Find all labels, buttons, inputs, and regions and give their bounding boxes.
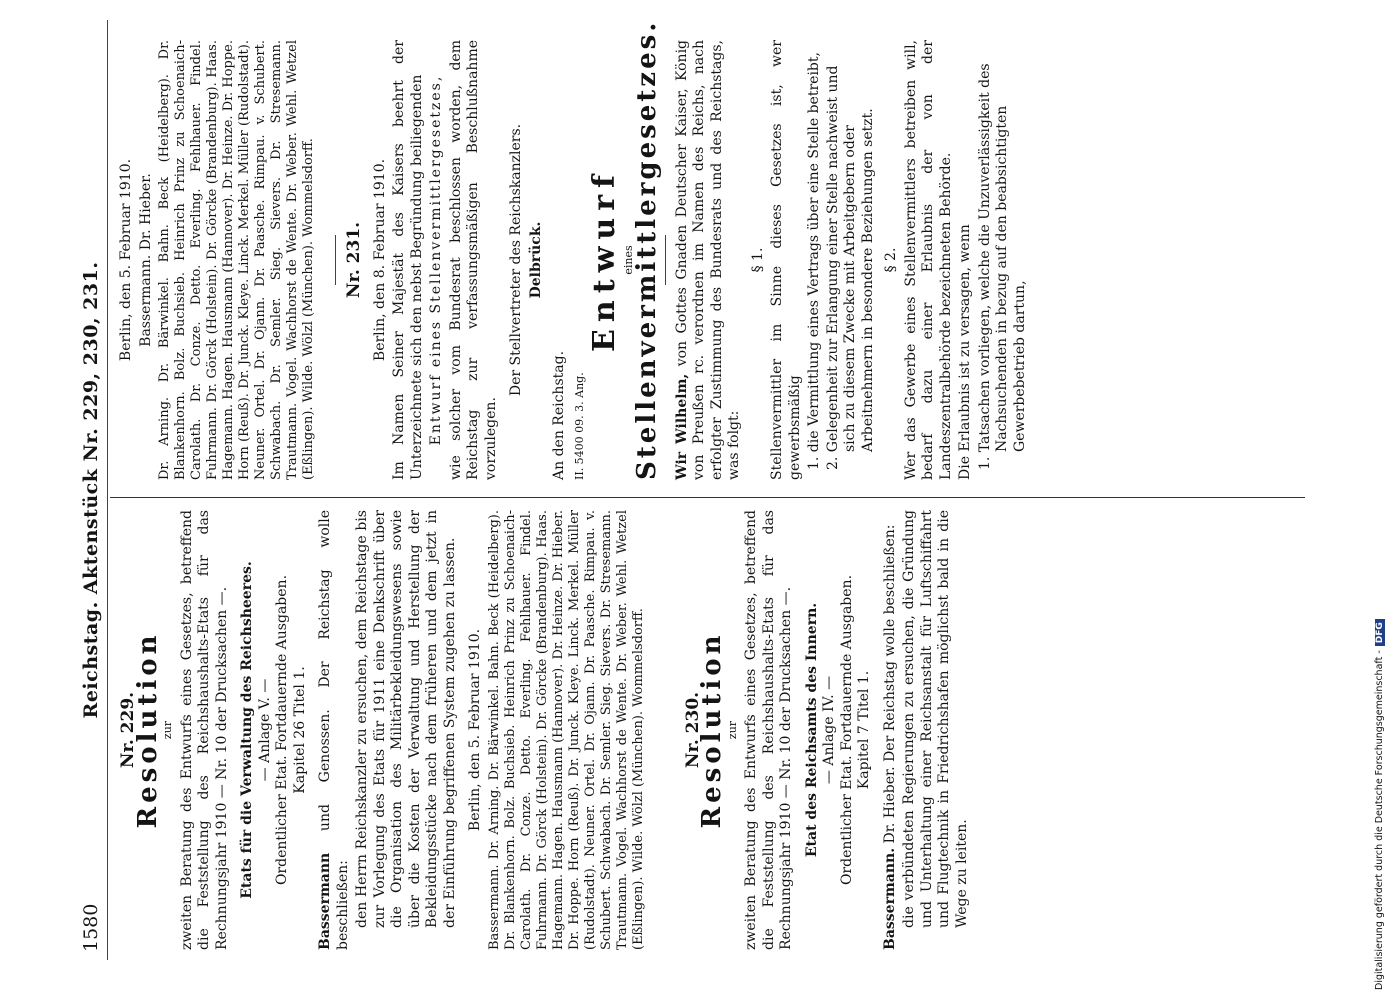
header-rule	[107, 20, 108, 960]
nr231-date: Berlin, den 8. Februar 1910.	[371, 158, 388, 362]
nr230-heading: Resolution	[697, 631, 727, 829]
paragraph-2-heading: § 2.	[883, 247, 899, 273]
nr231-draft-title: Entwurf eines Stellenvermittlergesetzes,	[428, 74, 444, 446]
nr229-heading: Resolution	[132, 631, 163, 829]
column-divider	[110, 497, 1305, 498]
entwurf-preamble	[674, 40, 744, 480]
nr231-text2: wie solcher vom Bundesrat beschlossen worden, dem Reichstag zur verfassungsmäßigen Beschlußnahme vorzulegen.	[447, 40, 499, 480]
nr230-etat: Ordentlicher Etat. Fortdauernde Ausgaben.	[838, 574, 855, 886]
dfg-logo: DFG	[1375, 619, 1385, 646]
digitization-text: Digitalisierung gefördert durch die Deutsche Forschungsgemeinschaft -	[1374, 650, 1385, 990]
left-column	[114, 510, 1304, 950]
paragraph-2-text-2: Die Erlaubnis ist zu versagen, wenn	[957, 224, 973, 480]
page-title: Reichstag. Aktenstück Nr. 229, 230, 231.	[80, 261, 102, 719]
nr229-etat: Ordentlicher Etat. Fortdauernde Ausgaben.	[274, 574, 290, 886]
entwurf-preamble-lead: Wir Wilhelm,	[673, 373, 690, 480]
nr229-number: Nr. 229.	[118, 691, 138, 769]
paragraph-1-text: Stellenvermittler im Sinne dieses Gesetzes ist, wer gewerbsmäßig	[769, 40, 803, 480]
nr230-number: Nr. 230.	[682, 691, 703, 769]
nr230-date: Berlin, den 5. Februar 1910.	[118, 158, 134, 362]
nr230-signatories-head: Bassermann. Dr. Hieber.	[137, 173, 154, 347]
entwurf-heading: Entwurf	[587, 168, 622, 352]
nr231-signer-title: Der Stellvertreter des Reichskanzlers.	[508, 123, 524, 397]
nr231-number: Nr. 231.	[344, 221, 364, 299]
nr231-text1: Im Namen Seiner Majestät des Kaisers beehrt der Unterzeichnete sich den nebst Begründung beiliegenden	[391, 40, 425, 480]
right-column	[114, 19, 1304, 480]
paragraph-2-item-1: 1. Tatsachen vorliegen, welche die Unzuverlässigkeit des Nachsuchenden in bezug auf den beabsichtigten Gewerbebetrieb dartun,	[976, 63, 1028, 470]
paragraph-2-text: Wer das Gewerbe eines Stellenvermittlers betreiben will, bedarf dazu einer Erlaubnis der von der Landeszentralbehörde bezeichneten Behörde.	[902, 40, 954, 480]
nr229-motion-lead: Bassermann	[317, 852, 333, 950]
nr229-date: Berlin, den 5. Februar 1910.	[467, 628, 483, 832]
paragraph-1-heading: § 1.	[749, 247, 766, 273]
nr231-signer: Delbrück.	[527, 221, 544, 299]
nr229-text: den Herrn Reichskanzler zu ersuchen, dem Reichstage bis zur Vorlegung des Etats für 1911 eine Denkschrift über die Organisation des Militärbekleidungswesens sowie über die Kosten der Verwaltung und Herstellung der Bekleidungsstücke nach dem früheren und dem jetzt in der Einführung begriffenen System zugehen zu lassen.	[354, 510, 458, 928]
nr230-intro: zweiten Beratung des Entwurfs eines Gesetzes, betreffend die Feststellung des Reichshaushalts-Etats für das Rechnungsjahr 1910 — Nr. 10 der Drucksachen —.	[743, 510, 794, 950]
nr230-anlage: — Anlage IV. —	[821, 675, 837, 785]
nr229-signatories: Bassermann. Dr. Arning. Dr. Bärwinkel. Bahn. Beck (Heidelberg). Dr. Blankenhorn. Bolz. Buchsieb. Heinrich Prinz zu Schoenaich-Carolath. Dr. Conze. Detto. Everling. Fehlhauer. Findel. Fuhrmann. Dr. Görck (Holstein). Dr. Görcke (Brandenburg). Haas. Hagemann. Hagen. Hausmann (Hannover). Dr. Heinze. Dr. Hieber. Dr. Hoppe. Horn (Reuß). Dr. Junck. Kleye. Linck. Merkel. Müller (Rudolstadt). Neuner. Ortel. Dr. Ojann. Dr. Paasche. Rimpau. v. Schubert. Schwabach. Dr. Semler. Sieg. Sievers. Dr. Stresemann. Trautmann. Vogel. Wachhorst de Wente. Dr. Weber. Wehl. Wetzel (Eßlingen). Wilde. Wölzl (München). Wommelsdorff.	[486, 510, 646, 950]
nr230-section: Etat des Reichsamts des Innern.	[803, 602, 820, 858]
separator	[335, 235, 336, 285]
nr231-address: An den Reichstag.	[551, 350, 567, 480]
nr229-section: Etats für die Verwaltung des Reichsheeres.	[239, 561, 255, 899]
entwurf-title: Stellenvermittlergesetzes.	[632, 19, 662, 480]
nr229-motion-text: und Genossen. Der Reichstag wolle beschließen:	[317, 510, 351, 950]
entwurf-eines: eines	[621, 245, 635, 275]
nr230-zur: zur	[725, 720, 739, 740]
nr230-motion-lead: Bassermann.	[881, 847, 898, 950]
nr230-motion-text: Dr. Hieber. Der Reichstag wolle beschließen:	[881, 524, 898, 848]
nr229-motion	[317, 510, 352, 950]
nr229-anlage: — Anlage V. —	[256, 678, 273, 782]
entwurf-preamble-text: von Gottes Gnaden Deutscher Kaiser, König von Preußen rc. verordnen im Namen des Reichs, nach erfolgter Zustimmung des Bundesrats und des Reichstags, was folgt:	[673, 39, 742, 480]
paragraph-1-item-2: 2. Gelegenheit zur Erlangung einer Stelle nachweist und sich zu diesem Zwecke mit Arbeitgebern oder Arbeitnehmern in besondere Beziehungen setzt.	[824, 65, 876, 470]
nr231-ref: II. 5400 09. 3. Ang.	[572, 372, 586, 480]
nr230-text: die verbündeten Regierungen zu ersuchen, die Gründung und Unterhaltung einer Reichsanstalt für Luftschiffahrt und Flugtechnik in Friedrichshafen möglichst bald in die Wege zu leiten.	[901, 510, 970, 928]
page-number: 1580	[80, 903, 102, 952]
entwurf-separator	[665, 235, 666, 285]
nr229-intro: zweiten Beratung des Entwurfs eines Gesetzes, betreffend die Feststellung des Reichshaushalts-Etats für das Rechnungsjahr 1910 — Nr. 10 der Drucksachen —.	[178, 510, 230, 950]
nr230-signatories: Dr. Arning. Dr. Bärwinkel. Bahn. Beck (Heidelberg). Dr. Blankenhorn. Bolz. Buchsieb. Heinrich Prinz zu Schoenaich-Carolath. Dr. Conze. Detto. Everling. Fehlhauer. Findel. Fuhrmann. Dr. Görck (Holstein). Dr. Görcke (Brandenburg). Haas. Hagemann. Hagen. Hausmann (Hannover). Dr. Heinze. Dr. Hoppe. Horn (Reuß). Dr. Junck. Kleye. Linck. Merkel. Müller (Rudolstadt). Neuner. Ortel. Dr. Ojann. Dr. Paasche. Rimpau. v. Schubert. Schwabach. Dr. Semler. Sieg. Sievers. Dr. Stresemann. Trautmann. Vogel. Wachhorst de Wente. Dr. Weber. Wehl. Wetzel (Eßlingen). Wilde. Wölzl (München). Wommelsdorff.	[157, 40, 316, 480]
nr230-kapitel: Kapitel 7 Titel 1.	[856, 670, 872, 790]
paragraph-1-item-1: 1. die Vermittlung eines Vertrags über eine Stelle betreibt,	[806, 52, 822, 470]
nr230-motion	[882, 510, 900, 950]
rotated-page-content	[80, 20, 1310, 960]
nr229-zur: zur	[161, 720, 174, 740]
digitization-notice-text	[1374, 619, 1385, 990]
digitization-notice	[1358, 0, 1384, 1000]
page-header	[80, 20, 106, 960]
nr229-kapitel: Kapitel 26 Titel 1.	[291, 666, 308, 794]
